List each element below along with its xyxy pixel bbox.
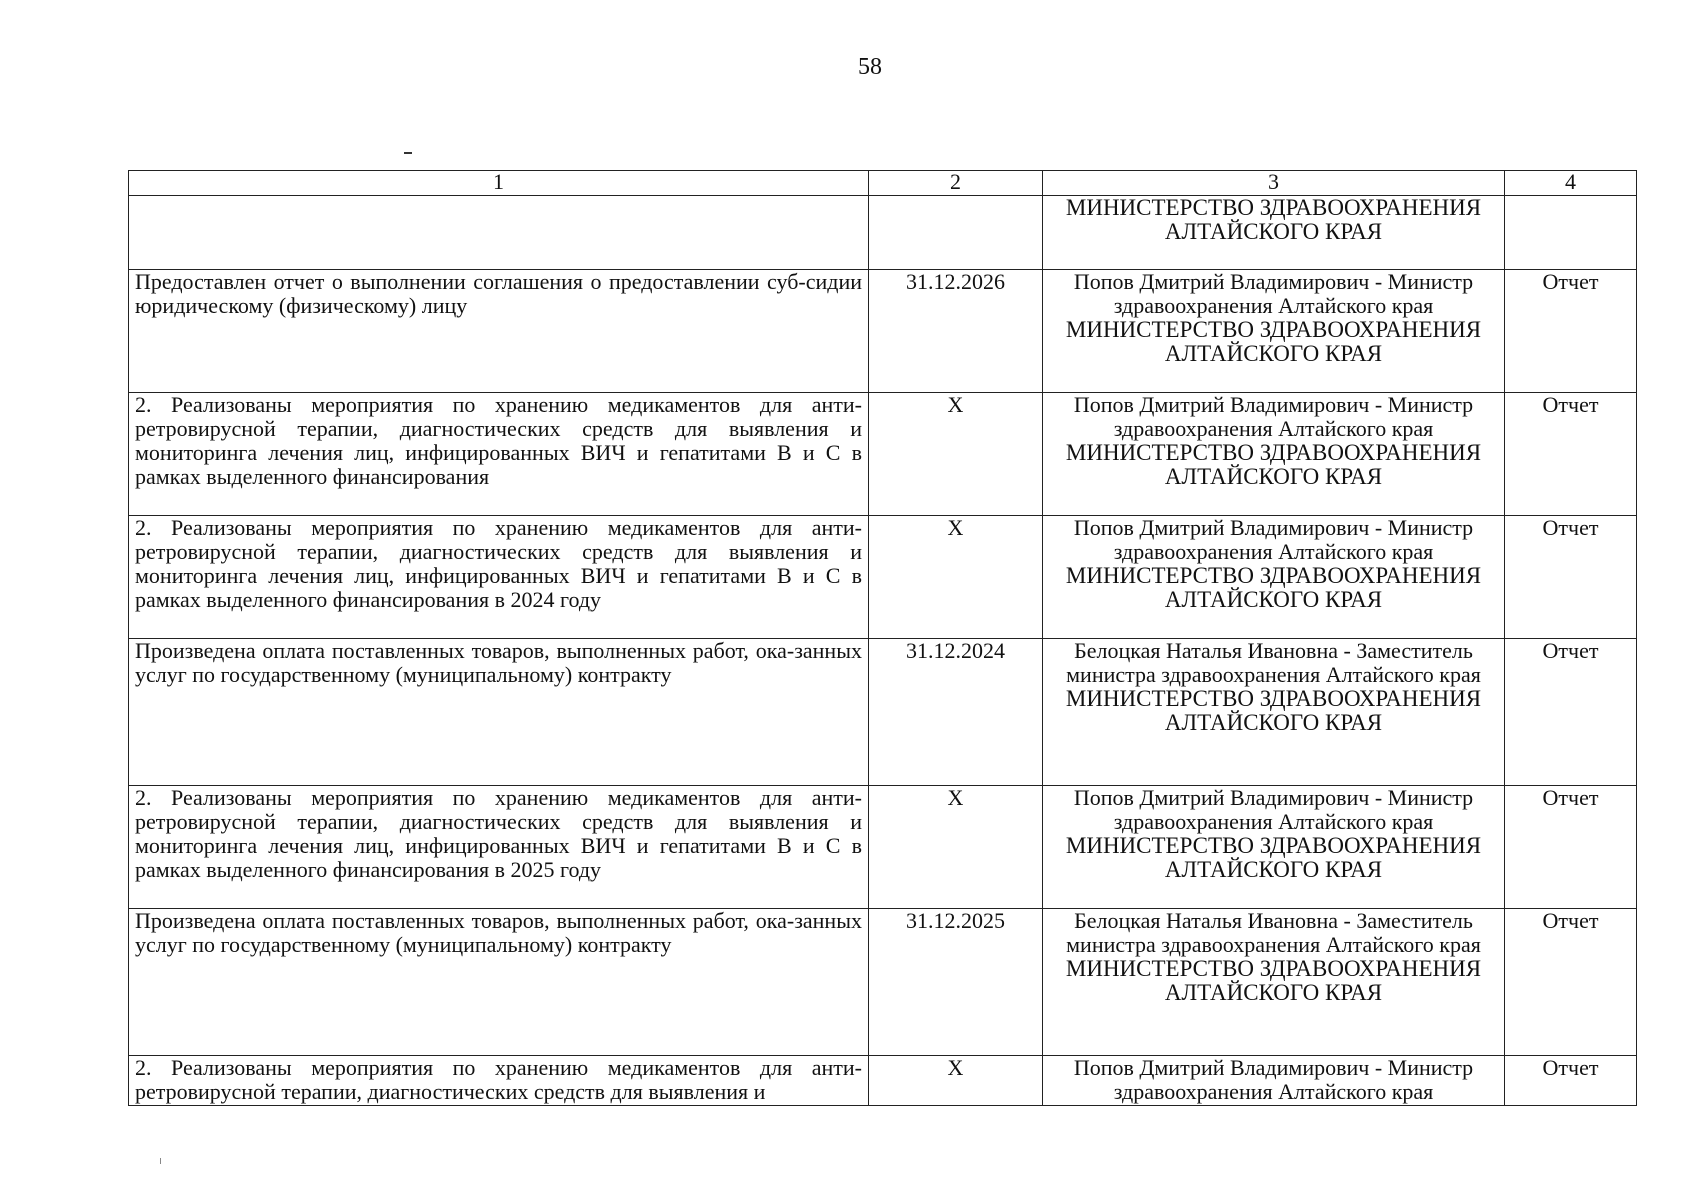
row-report-form: Отчет (1505, 1056, 1637, 1106)
responsible-person: Попов Дмитрий Владимирович - Министр здравоохранения Алтайского края (1073, 1055, 1474, 1104)
row-responsible-cell (1043, 639, 1505, 786)
row-term: Х (869, 786, 1043, 909)
column-header: 3 (1043, 171, 1505, 196)
responsible-organization: МИНИСТЕРСТВО ЗДРАВООХРАНЕНИЯ АЛТАЙСКОГО КРАЯ (1065, 956, 1482, 1005)
row-term: Х (869, 1056, 1043, 1106)
row-term (869, 196, 1043, 270)
row-report-form: Отчет (1505, 516, 1637, 639)
column-header: 2 (869, 171, 1043, 196)
scan-mark (404, 152, 412, 154)
row-term: 31.12.2026 (869, 270, 1043, 393)
row-responsible-cell (1043, 786, 1505, 909)
responsible-person: Попов Дмитрий Владимирович - Министр здравоохранения Алтайского края (1073, 515, 1474, 564)
row-report-form: Отчет (1505, 786, 1637, 909)
responsible-person: Белоцкая Наталья Ивановна - Заместитель министра здравоохранения Алтайского края (1066, 908, 1481, 957)
table-row (129, 393, 1637, 516)
plan-table (128, 170, 1637, 1106)
row-report-form: Отчет (1505, 393, 1637, 516)
row-term: 31.12.2025 (869, 909, 1043, 1056)
row-description (129, 196, 869, 270)
row-report-form: Отчет (1505, 909, 1637, 1056)
row-responsible-cell (1043, 516, 1505, 639)
table-row (129, 909, 1637, 1056)
responsible-person: Белоцкая Наталья Ивановна - Заместитель министра здравоохранения Алтайского края (1066, 638, 1481, 687)
responsible-person: Попов Дмитрий Владимирович - Министр здравоохранения Алтайского края (1073, 392, 1474, 441)
responsible-organization: МИНИСТЕРСТВО ЗДРАВООХРАНЕНИЯ АЛТАЙСКОГО КРАЯ (1065, 317, 1482, 366)
row-term: Х (869, 516, 1043, 639)
row-description: Произведена оплата поставленных товаров, выполненных работ, ока-занных услуг по государственному (муниципальному) контракту (129, 639, 869, 786)
column-header: 4 (1505, 171, 1637, 196)
row-description: Произведена оплата поставленных товаров, выполненных работ, ока-занных услуг по государственному (муниципальному) контракту (129, 909, 869, 1056)
table-header-row (129, 171, 1637, 196)
responsible-organization: МИНИСТЕРСТВО ЗДРАВООХРАНЕНИЯ АЛТАЙСКОГО КРАЯ (1065, 563, 1482, 612)
responsible-organization: МИНИСТЕРСТВО ЗДРАВООХРАНЕНИЯ АЛТАЙСКОГО КРАЯ (1065, 686, 1482, 735)
row-responsible-cell (1043, 1056, 1505, 1106)
page-number: 58 (858, 54, 882, 80)
row-responsible-cell (1043, 270, 1505, 393)
row-description: 2. Реализованы мероприятия по хранению медикаментов для анти-ретровирусной терапии, диагностических средств для выявления и мониторинга лечения лиц, инфицированных ВИЧ и гепатитами B и C в рамках выделенного финансирования в 2024 году (129, 516, 869, 639)
table-row (129, 786, 1637, 909)
row-report-form: Отчет (1505, 639, 1637, 786)
column-header: 1 (129, 171, 869, 196)
row-term: 31.12.2024 (869, 639, 1043, 786)
row-description: 2. Реализованы мероприятия по хранению медикаментов для анти-ретровирусной терапии, диагностических средств для выявления и мониторинга лечения лиц, инфицированных ВИЧ и гепатитами B и C в рамках выделенного финансирования (129, 393, 869, 516)
row-report-form (1505, 196, 1637, 270)
responsible-person: Попов Дмитрий Владимирович - Министр здравоохранения Алтайского края (1073, 785, 1474, 834)
row-responsible-cell (1043, 393, 1505, 516)
responsible-organization: МИНИСТЕРСТВО ЗДРАВООХРАНЕНИЯ АЛТАЙСКОГО КРАЯ (1065, 833, 1482, 882)
responsible-organization: МИНИСТЕРСТВО ЗДРАВООХРАНЕНИЯ АЛТАЙСКОГО КРАЯ (1065, 440, 1482, 489)
responsible-person: Попов Дмитрий Владимирович - Министр здравоохранения Алтайского края (1073, 269, 1474, 318)
table-row (129, 639, 1637, 786)
table-row (129, 1056, 1637, 1106)
row-term: Х (869, 393, 1043, 516)
row-description: 2. Реализованы мероприятия по хранению медикаментов для анти-ретровирусной терапии, диагностических средств для выявления и (129, 1056, 869, 1106)
responsible-organization: МИНИСТЕРСТВО ЗДРАВООХРАНЕНИЯ АЛТАЙСКОГО КРАЯ (1065, 195, 1482, 244)
table-row (129, 196, 1637, 270)
scan-mark (160, 1158, 161, 1164)
row-responsible-cell (1043, 909, 1505, 1056)
table-row (129, 270, 1637, 393)
row-report-form: Отчет (1505, 270, 1637, 393)
row-description: Предоставлен отчет о выполнении соглашения о предоставлении суб-сидии юридическому (физическому) лицу (129, 270, 869, 393)
row-responsible-cell (1043, 196, 1505, 270)
table-row (129, 516, 1637, 639)
row-description: 2. Реализованы мероприятия по хранению медикаментов для анти-ретровирусной терапии, диагностических средств для выявления и мониторинга лечения лиц, инфицированных ВИЧ и гепатитами B и C в рамках выделенного финансирования в 2025 году (129, 786, 869, 909)
